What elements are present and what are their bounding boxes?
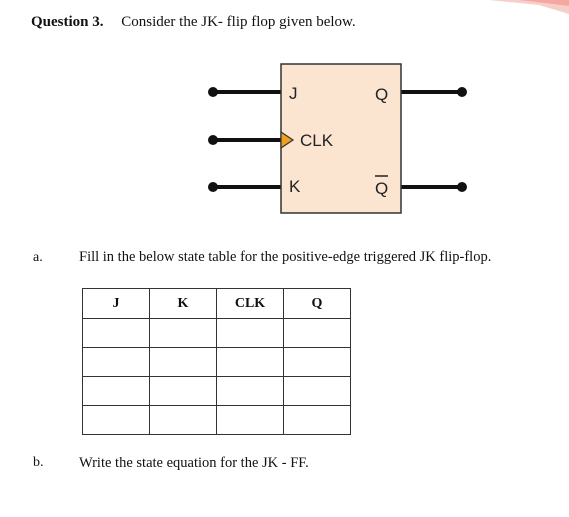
table-cell[interactable] <box>217 348 284 377</box>
table-cell[interactable] <box>83 406 150 435</box>
table-row <box>83 406 351 435</box>
input-lead-k <box>208 182 281 192</box>
label-clk: CLK <box>300 131 334 150</box>
table-cell[interactable] <box>284 377 351 406</box>
jk-flipflop-diagram <box>0 0 569 240</box>
part-b-text: Write the state equation for the JK - FF. <box>79 455 309 471</box>
table-row <box>83 348 351 377</box>
state-table-header-row <box>83 289 351 319</box>
table-cell[interactable] <box>150 406 217 435</box>
label-j: J <box>289 84 298 103</box>
table-cell[interactable] <box>150 377 217 406</box>
table-cell[interactable] <box>83 319 150 348</box>
output-lead-q <box>401 87 467 97</box>
label-q: Q <box>375 85 389 104</box>
output-lead-qbar <box>401 182 467 192</box>
table-cell[interactable] <box>83 377 150 406</box>
table-cell[interactable] <box>217 406 284 435</box>
state-table <box>82 288 351 435</box>
header-j: J <box>83 289 150 319</box>
question-number: Question 3. <box>31 14 104 30</box>
table-cell[interactable] <box>83 348 150 377</box>
input-lead-j <box>208 87 281 97</box>
table-cell[interactable] <box>150 348 217 377</box>
part-a-text: Fill in the below state table for the positive-edge triggered JK flip-flop. <box>79 249 492 265</box>
header-q: Q <box>284 289 351 319</box>
table-cell[interactable] <box>284 406 351 435</box>
question-prompt: Consider the JK- flip flop given below. <box>121 14 356 30</box>
table-cell[interactable] <box>217 377 284 406</box>
table-cell[interactable] <box>150 319 217 348</box>
header-clk: CLK <box>217 289 284 319</box>
header-k: K <box>150 289 217 319</box>
label-k: K <box>289 177 301 196</box>
label-qbar: Q <box>375 179 389 198</box>
table-cell[interactable] <box>284 348 351 377</box>
part-a-label: a. <box>33 250 43 265</box>
table-row <box>83 377 351 406</box>
table-cell[interactable] <box>284 319 351 348</box>
input-lead-clk <box>208 135 281 145</box>
table-cell[interactable] <box>217 319 284 348</box>
table-row <box>83 319 351 348</box>
part-b-label: b. <box>33 455 44 470</box>
